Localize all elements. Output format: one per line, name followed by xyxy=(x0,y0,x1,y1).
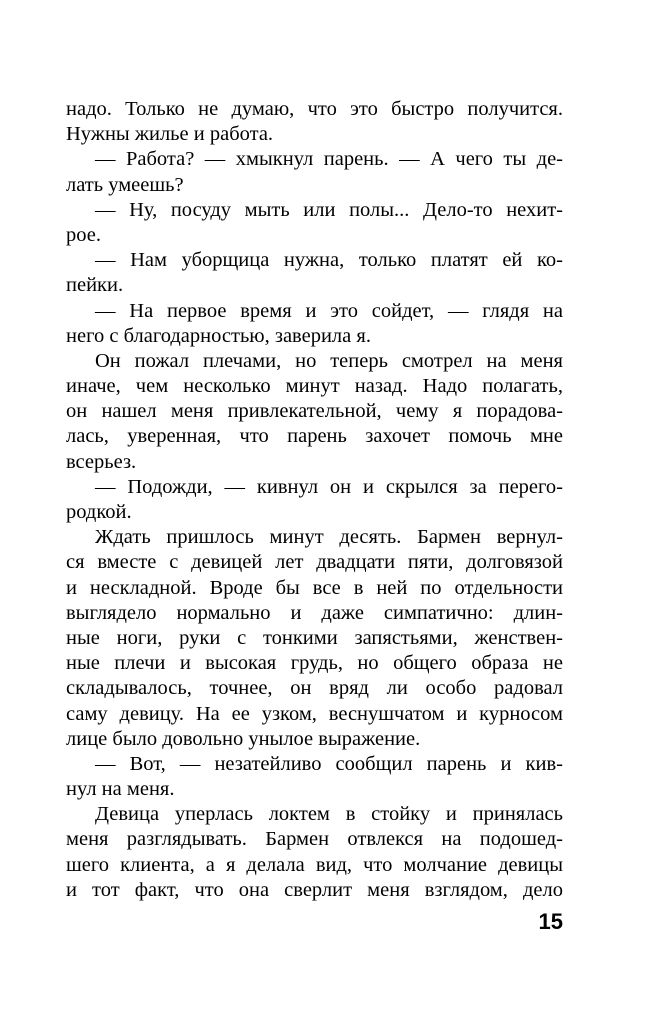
text-line: лице было довольно унылое выражение. xyxy=(66,727,421,750)
text-line: всерьез. xyxy=(66,450,137,473)
text-line: родкой. xyxy=(66,501,132,523)
text-line: Он пожал плечами, но теперь смотрел на меня xyxy=(95,349,563,372)
text-line: лась, уверенная, что парень захочет помочь мне xyxy=(66,425,563,448)
text-line: ся вместе с девицей лет двадцати пяти, долговязой xyxy=(66,551,563,574)
text-line: ные плечи и высокая грудь, но общего образа не xyxy=(66,652,563,675)
text-line: Девица уперлась локтем в стойку и принялась xyxy=(95,803,563,826)
text-line: лать умеешь? xyxy=(66,173,184,196)
text-line: — Ну, посуду мыть или полы... Дело-то нехит- xyxy=(95,198,563,221)
page-number: 15 xyxy=(538,909,563,934)
text-line: выглядело нормально и даже симпатично: длин- xyxy=(66,601,563,624)
text-line: иначе, чем несколько минут назад. Надо полагать, xyxy=(66,375,563,398)
text-line: и тот факт, что она сверлит меня взглядом, дело xyxy=(66,878,563,901)
text-line: — Вот, — незатейливо сообщил парень и кив- xyxy=(95,752,563,775)
text-line: пейки. xyxy=(66,274,124,297)
text-line: саму девицу. На ее узком, веснушчатом и курносом xyxy=(66,702,563,725)
text-line: он нашел меня привлекательной, чему я порадова- xyxy=(66,400,563,423)
text-line: него с благодарностью, заверила я. xyxy=(66,324,371,347)
text-line: — Нам уборщица нужна, только платят ей ко- xyxy=(95,249,563,272)
text-block xyxy=(66,97,563,903)
text-line: — Работа? — хмыкнул парень. — А чего ты де- xyxy=(95,148,563,171)
text-line: надо. Только не думаю, что это быстро получится. xyxy=(66,98,563,120)
text-line: — На первое время и это сойдет, — глядя на xyxy=(95,299,563,322)
text-line: и нескладной. Вроде бы все в ней по отдельности xyxy=(66,576,563,599)
text-line: — Подожди, — кивнул он и скрылся за перего- xyxy=(95,475,563,498)
text-line: ные ноги, руки с тонкими запястьями, женствен- xyxy=(66,626,563,649)
text-line: Ждать пришлось минут десять. Бармен вернул- xyxy=(95,526,563,549)
text-line: Нужны жилье и работа. xyxy=(66,123,274,146)
text-line: рое. xyxy=(66,223,101,246)
text-line: складывалось, точнее, он вряд ли особо радовал xyxy=(66,677,563,700)
text-line: нул на меня. xyxy=(66,778,175,801)
text-line: меня разглядывать. Бармен отвлекся на подошед- xyxy=(66,828,563,851)
text-line: шего клиента, а я делала вид, что молчание девицы xyxy=(66,853,563,876)
